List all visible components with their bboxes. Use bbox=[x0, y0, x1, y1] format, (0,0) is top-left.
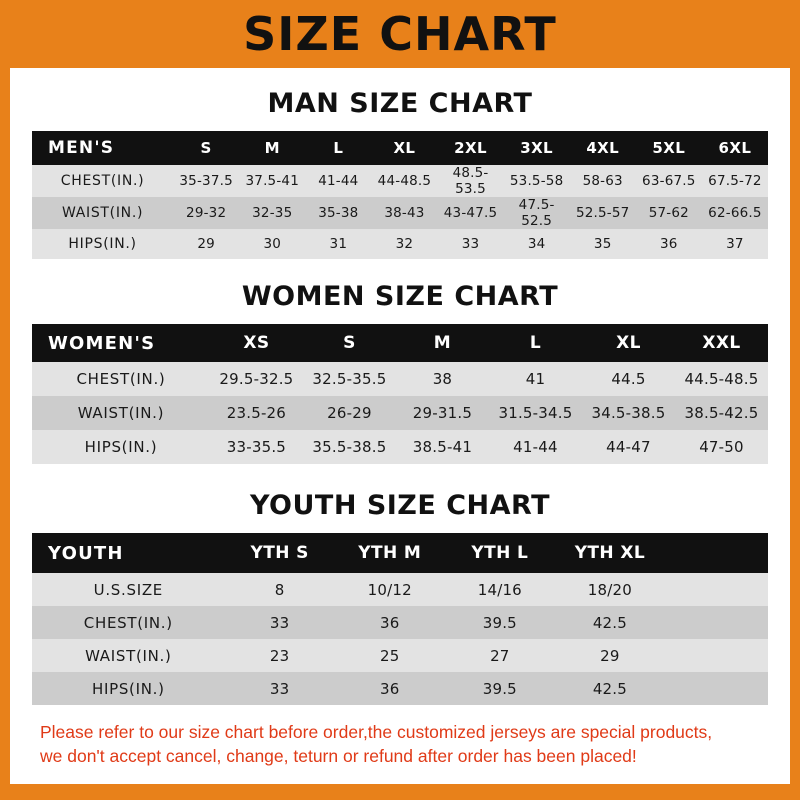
table-cell: 35 bbox=[593, 236, 612, 252]
column-header: XL bbox=[393, 139, 416, 157]
column-header: WOMEN'S bbox=[48, 332, 156, 354]
table-cell: 41 bbox=[525, 370, 546, 388]
table-cell: 67.5-72 bbox=[708, 173, 762, 189]
table-cell: 42.5 bbox=[592, 679, 628, 698]
table-row bbox=[32, 672, 768, 705]
table-cell: 32-35 bbox=[252, 205, 293, 221]
table-cell: 23.5-26 bbox=[226, 404, 287, 422]
table-row bbox=[32, 229, 768, 259]
table-cell: 39.5 bbox=[482, 679, 517, 698]
table-cell: 36 bbox=[379, 679, 400, 698]
table-cell: 33 bbox=[269, 613, 290, 632]
table-row bbox=[32, 639, 768, 672]
table-cell: 37 bbox=[726, 236, 744, 252]
youth-size-table bbox=[32, 533, 768, 705]
column-header: 5XL bbox=[652, 139, 686, 157]
column-header: 4XL bbox=[586, 139, 620, 157]
table-row bbox=[32, 396, 768, 430]
table-cell: 23 bbox=[269, 646, 290, 665]
table-cell: 30 bbox=[263, 236, 282, 252]
row-label: WAIST(IN.) bbox=[85, 646, 172, 665]
table-cell-spacer bbox=[665, 639, 768, 672]
table-cell: 32 bbox=[395, 236, 414, 252]
column-header: XS bbox=[243, 333, 270, 353]
row-label: U.S.SIZE bbox=[93, 580, 163, 599]
column-header: 2XL bbox=[454, 139, 487, 157]
table-header-row bbox=[32, 324, 768, 362]
column-header: YTH L bbox=[471, 543, 529, 563]
table-cell: 38.5-41 bbox=[412, 438, 473, 456]
column-header: M bbox=[264, 139, 280, 157]
table-cell: 29 bbox=[197, 236, 215, 252]
row-label: CHEST(IN.) bbox=[83, 613, 173, 632]
table-cell: 33 bbox=[461, 236, 480, 252]
table-cell: 44-48.5 bbox=[377, 173, 432, 189]
table-cell: 36 bbox=[660, 236, 678, 252]
table-cell: 53.5-58 bbox=[509, 173, 564, 189]
table-row bbox=[32, 573, 768, 606]
column-header: L bbox=[333, 139, 344, 157]
table-cell: 29.5-32.5 bbox=[219, 370, 294, 388]
column-header: MEN'S bbox=[48, 138, 115, 158]
table-cell: 10/12 bbox=[367, 580, 412, 599]
table-cell: 47.5-52.5 bbox=[518, 197, 555, 229]
table-cell: 25 bbox=[379, 646, 400, 665]
table-cell: 38 bbox=[432, 370, 453, 388]
table-cell: 29 bbox=[600, 646, 620, 665]
youth-section-title: YOUTH SIZE CHART bbox=[249, 490, 551, 521]
table-cell: 33 bbox=[269, 679, 290, 698]
table-cell: 47-50 bbox=[699, 438, 744, 456]
table-cell: 42.5 bbox=[592, 613, 628, 632]
column-header: YOUTH bbox=[48, 542, 124, 564]
table-cell: 62-66.5 bbox=[708, 205, 762, 221]
column-header: XXL bbox=[702, 333, 741, 353]
table-cell: 52.5-57 bbox=[575, 205, 630, 221]
column-header-spacer bbox=[665, 533, 768, 573]
page-title: SIZE CHART bbox=[243, 7, 557, 61]
table-cell: 37.5-41 bbox=[245, 173, 299, 189]
table-cell: 33-35.5 bbox=[226, 438, 287, 456]
table-cell: 36 bbox=[379, 613, 400, 632]
column-header: 3XL bbox=[520, 139, 553, 157]
notice-line-2: we don't accept cancel, change, teturn or refund after order has been placed! bbox=[40, 745, 637, 766]
table-cell: 29-31.5 bbox=[412, 404, 473, 422]
women-section-title: WOMEN SIZE CHART bbox=[241, 281, 559, 312]
page-footer-bar bbox=[0, 784, 800, 800]
table-row bbox=[32, 165, 768, 197]
table-cell: 44.5 bbox=[611, 370, 646, 388]
table-cell: 38-43 bbox=[384, 205, 425, 221]
table-cell: 8 bbox=[274, 580, 285, 599]
column-header: M bbox=[433, 333, 452, 353]
table-cell: 31 bbox=[329, 236, 348, 252]
row-label: WAIST(IN.) bbox=[61, 205, 144, 221]
table-cell: 39.5 bbox=[482, 613, 517, 632]
table-cell: 14/16 bbox=[477, 580, 522, 599]
table-cell: 63-67.5 bbox=[642, 173, 696, 189]
table-cell: 35-37.5 bbox=[179, 173, 233, 189]
table-cell-spacer bbox=[665, 672, 768, 705]
order-notice bbox=[40, 721, 760, 768]
table-cell: 31.5-34.5 bbox=[498, 404, 573, 422]
notice-line-1: Please refer to our size chart before order,the customized jerseys are special products, bbox=[40, 722, 713, 742]
table-cell-spacer bbox=[665, 606, 768, 639]
table-row bbox=[32, 430, 768, 464]
women-size-table bbox=[32, 324, 768, 464]
table-cell-spacer bbox=[665, 573, 768, 606]
table-cell: 35-38 bbox=[318, 205, 359, 221]
table-cell: 44-47 bbox=[606, 438, 651, 456]
table-cell: 18/20 bbox=[587, 580, 633, 599]
table-cell: 57-62 bbox=[648, 205, 689, 221]
column-header: XL bbox=[616, 333, 641, 353]
men-section-title: MAN SIZE CHART bbox=[267, 88, 533, 119]
table-cell: 44.5-48.5 bbox=[684, 370, 759, 388]
chart-content bbox=[10, 88, 790, 768]
table-header-row bbox=[32, 533, 768, 573]
table-cell: 38.5-42.5 bbox=[684, 404, 759, 422]
row-label: CHEST(IN.) bbox=[60, 173, 145, 189]
table-cell: 26-29 bbox=[327, 404, 372, 422]
table-cell: 32.5-35.5 bbox=[312, 370, 387, 388]
table-cell: 34.5-38.5 bbox=[591, 404, 666, 422]
row-label: HIPS(IN.) bbox=[84, 438, 158, 456]
men-size-table bbox=[32, 131, 768, 259]
column-header: L bbox=[529, 333, 542, 353]
table-cell: 29-32 bbox=[186, 205, 227, 221]
table-cell: 58-63 bbox=[582, 173, 623, 189]
column-header: YTH XL bbox=[574, 543, 646, 563]
table-cell: 43-47.5 bbox=[443, 205, 498, 221]
table-row bbox=[32, 362, 768, 396]
column-header: S bbox=[343, 333, 356, 353]
column-header: YTH M bbox=[358, 543, 422, 563]
table-cell: 34 bbox=[527, 236, 546, 252]
page-header bbox=[0, 0, 800, 68]
row-label: HIPS(IN.) bbox=[91, 679, 165, 698]
column-header: YTH S bbox=[250, 543, 309, 563]
table-cell: 35.5-38.5 bbox=[312, 438, 387, 456]
column-header: S bbox=[200, 139, 212, 157]
column-header: 6XL bbox=[718, 139, 752, 157]
table-cell: 41-44 bbox=[318, 173, 359, 189]
table-cell: 27 bbox=[490, 646, 510, 665]
row-label: HIPS(IN.) bbox=[68, 236, 137, 252]
table-cell: 41-44 bbox=[513, 438, 558, 456]
table-header-row bbox=[32, 131, 768, 165]
row-label: CHEST(IN.) bbox=[76, 370, 166, 388]
table-cell: 48.5-53.5 bbox=[452, 165, 489, 197]
table-row bbox=[32, 606, 768, 639]
row-label: WAIST(IN.) bbox=[77, 404, 165, 422]
table-row bbox=[32, 197, 768, 229]
